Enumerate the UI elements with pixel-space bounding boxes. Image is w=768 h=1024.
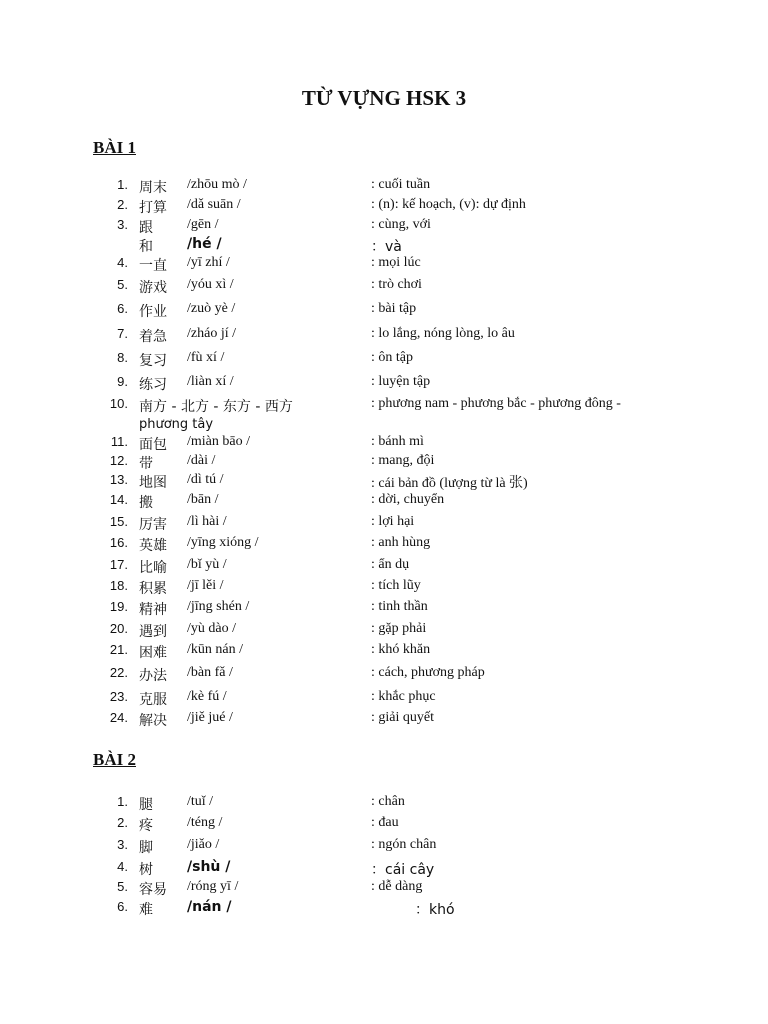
entry-meaning: : ngón chân [371, 837, 437, 852]
entry-num: 8. [117, 350, 128, 365]
entry-num: 6. [117, 899, 128, 914]
entry-num: 9. [117, 374, 128, 389]
entry-meaning: ：cái cây [371, 862, 435, 878]
entry-meaning: : mang, đội [371, 453, 435, 468]
entry-meaning: : khắc phục [371, 689, 436, 704]
page-title: TỪ VỰNG HSK 3 [301, 86, 467, 110]
entry-num: 12. [109, 453, 128, 468]
entry-word: 积累 [139, 581, 167, 597]
entry-meaning: : ẩn dụ [371, 557, 410, 572]
entry-pinyin: /yī zhí / [187, 255, 230, 270]
entry-word: 遇到 [139, 624, 167, 640]
entry-pinyin: /liàn xí / [187, 374, 234, 389]
list-item [0, 665, 768, 686]
list-item [0, 255, 768, 276]
entry-pinyin: /kūn nán / [187, 642, 243, 657]
entry-word: 面包 [139, 437, 167, 453]
entry-pinyin: /gēn / [187, 217, 219, 232]
entry-num: 5. [117, 277, 128, 292]
entry-word: 地图 [139, 475, 167, 491]
entry-meaning: : cách, phương pháp [371, 665, 485, 680]
entry-pinyin: /lì hài / [187, 514, 227, 529]
entry-pinyin: /yīng xióng / [187, 535, 259, 550]
entry-pinyin: /dì tú / [187, 472, 224, 487]
entry-meaning: : luyện tập [371, 374, 431, 389]
entry-num: 16. [109, 535, 128, 550]
entry-word: 跟 [139, 220, 153, 236]
entry-meaning: : mọi lúc [371, 255, 421, 270]
list-item [0, 899, 768, 920]
entry-num: 3. [117, 837, 128, 852]
entry-num: 18. [109, 578, 128, 593]
entry-meaning: : bài tập [371, 301, 417, 316]
list-item [0, 599, 768, 620]
list-item [0, 578, 768, 599]
section-heading-bai-2: BÀI 2 [93, 750, 136, 769]
entry-word: 难 [139, 902, 153, 918]
entry-pinyin: /téng / [187, 815, 223, 830]
entry-num: 23. [109, 689, 128, 704]
entry-word: 腿 [139, 797, 153, 813]
entry-meaning: : dễ dàng [371, 879, 423, 894]
entry-word: 厉害 [139, 517, 167, 533]
entry-word: 南方 - 北方 - 东方 - 西方 [139, 399, 293, 415]
entry-pinyin: /tuǐ / [187, 794, 214, 809]
entry-num: 2. [117, 197, 128, 212]
entry-num: 6. [117, 301, 128, 316]
entry-word: 英雄 [139, 538, 167, 554]
entry-pinyin: /hé / [187, 236, 222, 252]
entry-pinyin: /jīng shén / [187, 599, 250, 614]
entry-pinyin: /zhōu mò / [187, 177, 247, 192]
entry-pinyin: /bān / [187, 492, 219, 507]
list-item [0, 217, 768, 238]
entry-meaning: : lo lắng, nóng lòng, lo âu [371, 326, 515, 341]
entry-num: 4. [117, 255, 128, 270]
entry-meaning: : lợi hại [371, 514, 415, 529]
entry-num: 20. [109, 621, 128, 636]
entry-num: 21. [109, 642, 128, 657]
entry-meaning: : anh hùng [371, 535, 431, 550]
entry-meaning: : tích lũy [371, 578, 421, 593]
entry-pinyin: /yù dào / [187, 621, 236, 636]
entry-num: 2. [117, 815, 128, 830]
entry-word: 复习 [139, 353, 167, 369]
entry-pinyin: /nán / [187, 899, 232, 915]
entry-pinyin: /zuò yè / [187, 301, 236, 316]
entry-meaning: : chân [371, 794, 405, 809]
list-item [0, 197, 768, 218]
list-item [0, 236, 768, 257]
entry-meaning: : dời, chuyển [371, 492, 445, 507]
entry-num: 14. [109, 492, 128, 507]
entry-num: 19. [109, 599, 128, 614]
list-item [0, 794, 768, 815]
entry-word: 练习 [139, 377, 167, 393]
entry-num: 10. [109, 396, 128, 411]
entry-meaning: : cuối tuần [371, 177, 431, 192]
entry-pinyin: /miàn bāo / [187, 434, 250, 449]
section-heading-bai-1: BÀI 1 [93, 138, 136, 157]
entry-meaning-continuation: phương tây [139, 417, 214, 432]
entry-pinyin: /jī lěi / [187, 578, 224, 593]
list-item [0, 859, 768, 880]
entry-num: 15. [109, 514, 128, 529]
list-item [0, 396, 768, 417]
entry-word: 办法 [139, 668, 167, 684]
entry-pinyin: /dài / [187, 453, 216, 468]
list-item [0, 277, 768, 298]
entry-word: 周末 [139, 180, 167, 196]
list-item [0, 621, 768, 642]
entry-meaning: : bánh mì [371, 434, 424, 449]
entry-word: 克服 [139, 692, 167, 708]
list-item [0, 453, 768, 474]
entry-pinyin: /róng yī / [187, 879, 239, 894]
entry-meaning: : (n): kế hoạch, (v): dự định [371, 197, 526, 212]
list-item [0, 710, 768, 731]
entry-word: 着急 [139, 329, 167, 345]
entry-meaning: : khó khăn [371, 642, 431, 657]
entry-meaning: : phương nam - phương bắc - phương đông - [371, 396, 621, 411]
entry-pinyin: /fù xí / [187, 350, 225, 365]
entry-meaning: : giải quyết [371, 710, 434, 725]
entry-num: 1. [117, 177, 128, 192]
entry-word: 困难 [139, 645, 167, 661]
entry-word: 带 [139, 456, 153, 472]
entry-pinyin: /bàn fǎ / [187, 665, 233, 680]
list-item [0, 815, 768, 836]
entry-num: 22. [109, 665, 128, 680]
list-item [0, 350, 768, 371]
entry-meaning: : gặp phải [371, 621, 427, 636]
entry-meaning: : ôn tập [371, 350, 413, 365]
entry-pinyin: /zháo jí / [187, 326, 236, 341]
entry-word: 脚 [139, 840, 153, 856]
list-item [0, 301, 768, 322]
entry-meaning: : đau [371, 815, 399, 830]
entry-word: 比喻 [139, 560, 167, 576]
list-item [0, 879, 768, 900]
list-item [0, 642, 768, 663]
list-item [0, 434, 768, 455]
entry-pinyin: /jiǎo / [187, 837, 220, 852]
entry-num: 24. [109, 710, 128, 725]
list-item [0, 374, 768, 395]
entry-word: 疼 [139, 818, 153, 834]
entry-num: 1. [117, 794, 128, 809]
list-item [0, 837, 768, 858]
entry-meaning: : cái bản đồ (lượng từ là 张) [371, 476, 528, 491]
list-item [0, 326, 768, 347]
entry-pinyin: /shù / [187, 859, 231, 875]
entry-num: 4. [117, 859, 128, 874]
entry-word: 容易 [139, 882, 167, 898]
list-item [0, 492, 768, 513]
entry-pinyin: /jiě jué / [187, 710, 233, 725]
entry-num: 7. [117, 326, 128, 341]
entry-word: 树 [139, 862, 153, 878]
list-item [0, 535, 768, 556]
entry-word: 精神 [139, 602, 167, 618]
entry-pinyin: /kè fú / [187, 689, 227, 704]
list-item [0, 689, 768, 710]
entry-meaning: : trò chơi [371, 277, 422, 292]
entry-pinyin: /yóu xì / [187, 277, 234, 292]
entry-word: 解决 [139, 713, 167, 729]
entry-num: 11. [110, 434, 128, 449]
entry-num: 13. [109, 472, 128, 487]
entry-pinyin: /bǐ yù / [187, 557, 227, 572]
entry-word: 打算 [139, 200, 167, 216]
entry-pinyin: /dǎ suān / [187, 197, 241, 212]
entry-meaning: ：và [371, 239, 402, 255]
entry-word: 搬 [139, 495, 153, 511]
list-item [0, 472, 768, 493]
entry-num: 5. [117, 879, 128, 894]
entry-num: 17. [109, 557, 128, 572]
entry-word: 一直 [139, 258, 167, 274]
entry-word: 作业 [139, 304, 167, 320]
entry-meaning: : cùng, với [371, 217, 431, 232]
list-item [0, 177, 768, 198]
entry-word: 游戏 [139, 280, 167, 296]
entry-meaning: ：khó [415, 902, 455, 918]
entry-word: 和 [139, 239, 153, 255]
list-item [0, 557, 768, 578]
list-item [0, 514, 768, 535]
entry-num: 3. [117, 217, 128, 232]
entry-meaning: : tinh thần [371, 599, 428, 614]
